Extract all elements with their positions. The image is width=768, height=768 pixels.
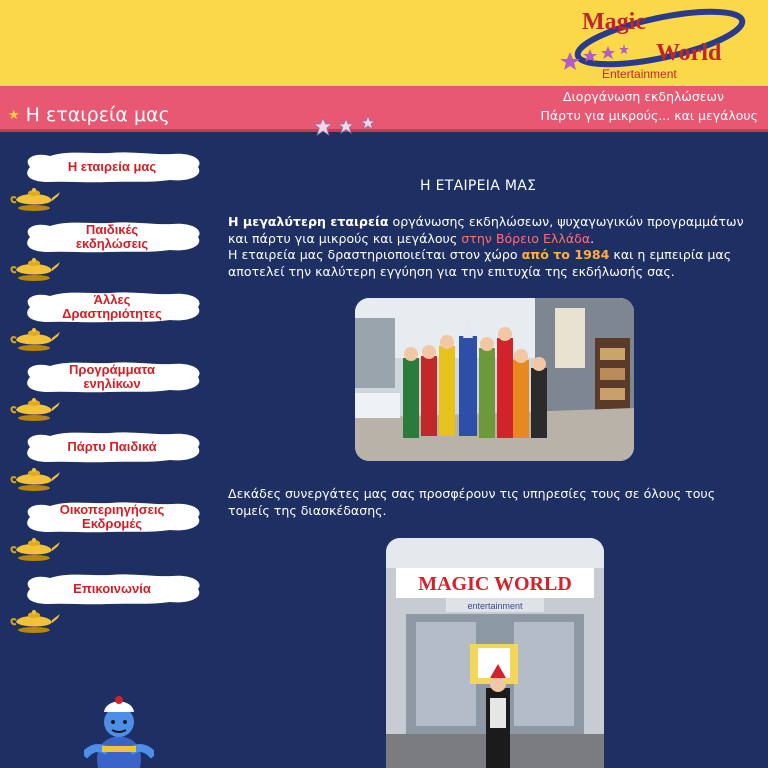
star-icon: ★ <box>8 108 20 123</box>
header-top <box>0 0 768 86</box>
logo-magic-text: Magic <box>582 9 646 35</box>
header-divider <box>0 129 768 132</box>
sidebar-item-adult-programs[interactable] <box>0 360 220 432</box>
genie-lamp-icon <box>8 466 60 492</box>
sidebar-item-label: Άλλες <box>93 292 131 307</box>
logo-entertainment-text: Entertainment <box>602 67 677 81</box>
intro-paragraph <box>228 214 753 280</box>
sidebar-item-company[interactable] <box>0 150 220 222</box>
region-highlight: στην Βόρειο Ελλάδα <box>461 230 591 246</box>
genie-icon <box>84 686 154 768</box>
sidebar-item-label-line2: ενηλίκων <box>83 376 141 391</box>
sidebar-item-kids-events[interactable] <box>0 220 220 292</box>
sidebar-item-label-line2: Δραστηριότητες <box>62 306 162 321</box>
genie-lamp-icon <box>8 608 60 634</box>
genie-lamp-icon <box>8 536 60 562</box>
content-heading: Η ΕΤΑΙΡΕΙΑ ΜΑΣ <box>420 178 537 194</box>
sidebar-item-label-line2: Εκδρομές <box>82 516 142 531</box>
sidebar-item-eco-tours[interactable] <box>0 500 220 572</box>
year-highlight: από το 1984 <box>521 247 610 262</box>
sidebar-item-label: Η εταιρεία μας <box>67 159 157 174</box>
genie-lamp-icon <box>8 256 60 282</box>
logo-world-text: World <box>656 40 722 66</box>
stars-decoration-icon <box>313 114 377 138</box>
genie-lamp-icon <box>8 326 60 352</box>
sidebar-item-label: Παιδικές <box>85 222 139 237</box>
sidebar-item-label: Οικοπεριηγήσεις <box>59 502 165 517</box>
intro-lead: Η μεγαλύτερη εταιρεία <box>228 214 389 229</box>
partners-paragraph: Δεκάδες συνεργάτες μας σας προσφέρουν τις υπηρεσίες τους σε όλους τους τομείς της διασκέδασης. <box>228 486 716 518</box>
page-title-text: Η εταιρεία μας <box>25 104 170 126</box>
clowns-photo <box>355 298 634 461</box>
store-photo <box>386 538 604 768</box>
sidebar-item-label-line2: εκδηλώσεις <box>75 236 149 251</box>
tagline-events: Διοργάνωση εκδηλώσεων <box>563 89 724 104</box>
intro-text-d: και η εμπειρία μας αποτελεί την καλύτερη εγγύηση για την επιτυχία της εκδήλωσής σας. <box>228 247 732 279</box>
page-title <box>8 104 170 126</box>
store-subsign-text: entertainment <box>467 601 523 611</box>
genie-lamp-icon <box>8 396 60 422</box>
store-sign-text: MAGIC WORLD <box>418 573 572 595</box>
sidebar-item-kids-party[interactable] <box>0 430 220 502</box>
tagline-party: Πάρτυ για μικρούς... και μεγάλους <box>540 108 758 123</box>
sidebar-item-other-activities[interactable] <box>0 290 220 362</box>
sidebar-item-label: Προγράμματα <box>69 362 155 377</box>
sidebar-item-label: Πάρτυ Παιδικά <box>67 439 157 454</box>
magic-world-logo[interactable] <box>548 2 753 84</box>
intro-text-c: Η εταιρεία μας δραστηριοποιείται στον χώρο <box>228 247 522 262</box>
genie-lamp-icon <box>8 186 60 212</box>
sidebar-item-contact[interactable] <box>0 572 220 644</box>
intro-text-b: . <box>590 230 595 246</box>
sidebar-item-label: Επικοινωνία <box>73 581 151 596</box>
intro-text-a: οργάνωσης εκδηλώσεων, ψυχαγωγικών προγραμμάτων και πάρτυ για μικρούς και μεγάλους <box>228 214 744 246</box>
